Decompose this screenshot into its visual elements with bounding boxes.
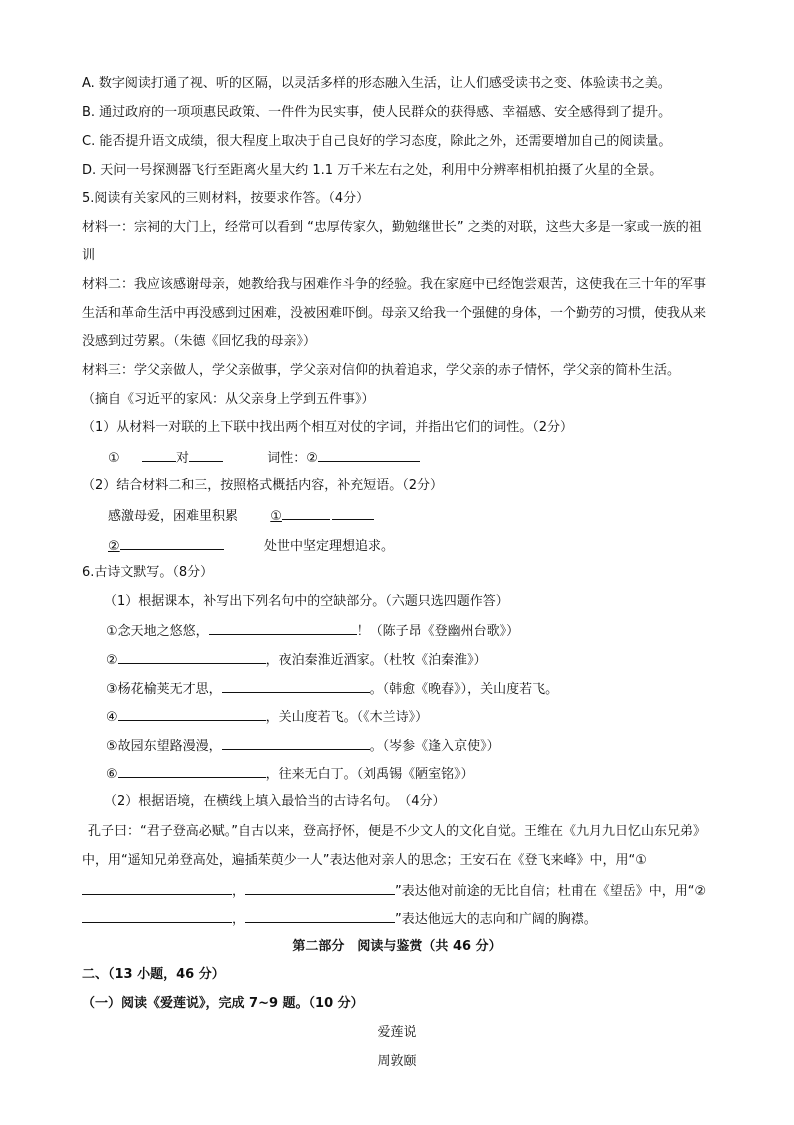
answer-blank[interactable] — [282, 505, 330, 520]
section-heading: 二、（13 小题，46 分） — [82, 967, 225, 982]
answer-blank[interactable] — [189, 447, 223, 462]
q5-sub1: （1）从材料一对联的上下联中找出两个相互对仗的字词，并指出它们的词性。（2分） — [82, 420, 574, 435]
phrase-right: 处世中坚定理想追求。 — [263, 539, 394, 554]
q5-material2-line2: 生活和革命生活中再没感到过困难，没被困难吓倒。母亲又给我一个强健的身体，一个勤劳的习惯，使我从来 — [82, 306, 707, 321]
answer-blank[interactable] — [245, 908, 395, 923]
option-c: C. 能否提升语文成绩，很大程度上取决于自己良好的学习态度，除此之外，还需要增加自己的阅读量。 — [82, 134, 672, 149]
cixing-label: 词性：② — [267, 451, 318, 466]
answer-number: ① — [108, 451, 120, 466]
q6-line6 — [106, 763, 474, 783]
sub-heading: （一）阅读《爱莲说》，完成 7~9 题。（10 分） — [82, 996, 364, 1011]
q6-line2 — [106, 649, 487, 669]
verse-suffix: ，往来无白丁。（刘禹锡《陋室铭》） — [265, 767, 474, 782]
q6-line3 — [106, 678, 558, 698]
answer-blank[interactable] — [82, 880, 232, 895]
verse-suffix: ，夜泊秦淮近酒家。（杜牧《泊秦淮》） — [265, 653, 487, 668]
q6-line1 — [106, 620, 519, 640]
option-a: A. 数字阅读打通了视、听的区隔，以灵活多样的形态融入生活，让人们感受读书之变、体验读书之美。 — [82, 76, 671, 91]
poem-title: 爱莲说 — [377, 1025, 417, 1040]
phrase-left: 感激母爱，困难里积累 — [108, 509, 239, 524]
q6-sub1: （1）根据课本，补写出下列名句中的空缺部分。（六题只选四题作答） — [104, 594, 509, 609]
answer-blank[interactable] — [142, 447, 176, 462]
q6-passage-line3 — [82, 880, 706, 900]
verse-suffix: 。（岑参《逢入京使》） — [369, 739, 500, 754]
verse-prefix: ⑤故园东望路漫漫， — [106, 739, 222, 754]
verse-prefix: ⑥ — [106, 767, 118, 782]
option-b: B. 通过政府的一项项惠民政策、一件件为民实事，使人民群众的获得感、幸福感、安全感得到了提升。 — [82, 105, 672, 120]
answer-blank[interactable] — [222, 678, 370, 693]
q5-sub2-row1 — [108, 505, 374, 525]
part2-heading: 第二部分 阅读与鉴赏（共 46 分） — [292, 939, 502, 954]
answer-blank[interactable] — [118, 763, 266, 778]
q6-passage-line1: 孔子曰：“君子登高必赋。”自古以来，登高抒怀，便是不少文人的文化自觉。王维在《九月九日忆山东兄弟》 — [88, 824, 706, 839]
answer-blank[interactable] — [82, 908, 232, 923]
verse-suffix: ！（陈子昂《登幽州台歌》） — [356, 624, 520, 639]
q5-material3-line1: 材料三：学父亲做人，学父亲做事，学父亲对信仰的执着追求，学父亲的赤子情怀，学父亲的简朴生活。 — [82, 363, 681, 378]
answer-blank[interactable] — [118, 649, 266, 664]
verse-suffix: ，关山度若飞。（《木兰诗》） — [265, 710, 429, 725]
q6-passage-line4 — [82, 908, 597, 928]
q6-line4 — [106, 706, 428, 726]
verse-prefix: ② — [106, 653, 118, 668]
q5-material3-line2: （摘自《习近平的家风：从父亲身上学到五件事》） — [82, 392, 375, 407]
q6-line5 — [106, 735, 500, 755]
verse-suffix: 。（韩愈《晚春》），关山度若飞。 — [369, 682, 559, 697]
q6-passage-line2: 中，用“遥知兄弟登高处，遍插茱萸少一人”表达他对亲人的思念；王安石在《登飞来峰》中，用“① — [82, 853, 647, 868]
circle-one: ① — [270, 509, 282, 524]
comma: ， — [232, 912, 246, 927]
q5-sub2: （2）结合材料二和三，按照格式概括内容，补充短语。（2分） — [82, 478, 444, 493]
verse-prefix: ①念天地之悠悠， — [106, 624, 209, 639]
q5-material2-line3: 没感到过劳累。（朱德《回忆我的母亲》） — [82, 334, 317, 349]
answer-blank[interactable] — [332, 505, 374, 520]
answer-blank[interactable] — [209, 620, 357, 635]
q5-title: 5.阅读有关家风的三则材料，按要求作答。（4分） — [82, 191, 370, 206]
circle-two: ② — [108, 539, 120, 554]
answer-blank[interactable] — [245, 880, 395, 895]
q5-sub1-answer-row — [108, 447, 420, 467]
answer-blank[interactable] — [318, 447, 420, 462]
poem-author: 周敦颐 — [377, 1054, 417, 1069]
answer-blank[interactable] — [120, 535, 224, 550]
passage-text: ”表达他对前途的无比自信；杜甫在《望岳》中，用“② — [395, 884, 707, 899]
q5-material1-line2: 训 — [82, 248, 96, 263]
comma: ， — [232, 884, 246, 899]
verse-prefix: ③杨花榆荚无才思， — [106, 682, 222, 697]
q5-material1-line1: 材料一：宗祠的大门上，经常可以看到 “忠厚传家久，勤勉继世长” 之类的对联，这些大多是一家或一族的祖 — [82, 220, 702, 235]
option-d: D. 天问一号探测器飞行至距离火星大约 1.1 万千米左右之处，利用中分辨率相机拍摄了火星的全景。 — [82, 163, 663, 178]
answer-blank[interactable] — [222, 735, 370, 750]
q6-sub2: （2）根据语境，在横线上填入最恰当的古诗名句。 （4分） — [104, 794, 446, 809]
q5-sub2-row2 — [108, 535, 394, 555]
q6-title: 6.古诗文默写。（8分） — [82, 565, 214, 580]
dui-label: 对 — [175, 451, 189, 466]
verse-prefix: ④ — [106, 710, 118, 725]
q5-material2-line1: 材料二：我应该感谢母亲，她教给我与困难作斗争的经验。我在家庭中已经饱尝艰苦，这使我在三十年的军事 — [82, 277, 707, 292]
answer-blank[interactable] — [118, 706, 266, 721]
passage-text: ”表达他远大的志向和广阔的胸襟。 — [395, 912, 597, 927]
